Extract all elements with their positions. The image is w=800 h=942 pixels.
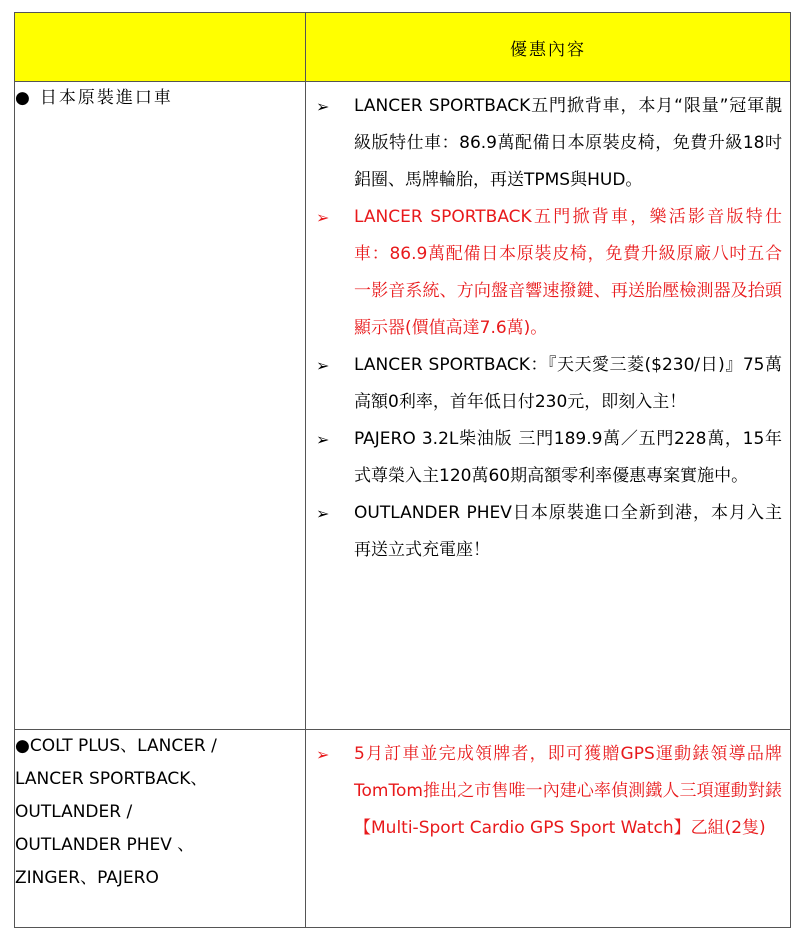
arrow-bullet-icon: ➢ — [316, 504, 330, 523]
offer-item — [316, 199, 782, 347]
table-row — [15, 82, 791, 730]
model-line: LANCER SPORTBACK、 — [15, 769, 208, 789]
table-row — [15, 730, 791, 928]
promotion-table — [14, 12, 791, 928]
arrow-bullet-icon: ➢ — [316, 97, 330, 116]
model-line: OUTLANDER / — [15, 802, 133, 822]
header-offer-cell — [306, 13, 791, 82]
offer-text: PAJERO 3.2L柴油版 三門189.9萬／五門228萬，15年式尊榮入主120萬60期高額零利率優惠專案實施中。 — [354, 429, 782, 486]
arrow-bullet-icon: ➢ — [316, 745, 330, 764]
offer-list — [306, 82, 790, 569]
model-line: ●COLT PLUS、LANCER / — [15, 736, 217, 756]
header-offer-label: 優惠內容 — [510, 39, 586, 60]
offer-item — [316, 421, 782, 495]
header-model-cell — [15, 13, 306, 82]
offer-item — [316, 88, 782, 199]
offer-item — [316, 495, 782, 569]
offer-text: LANCER SPORTBACK五門掀背車，本月“限量”冠軍靚級版特仕車：86.9萬配備日本原裝皮椅，免費升級18吋鋁圈、馬牌輪胎，再送TPMS與HUD。 — [354, 96, 782, 190]
offer-cell — [306, 730, 791, 928]
offer-item — [316, 736, 782, 847]
offer-text: 5月訂車並完成領牌者，即可獲贈GPS運動錶領導品牌TomTom推出之市售唯一內建心率偵測鐵人三項運動對錶【Multi-Sport Cardio GPS Sport Watch】乙組(2隻) — [354, 744, 782, 838]
bullet-icon: ● — [15, 88, 32, 108]
model-cell — [15, 82, 306, 730]
offer-text: LANCER SPORTBACK：『天天愛三菱($230/日)』75萬高額0利率，首年低日付230元，即刻入主！ — [354, 355, 782, 412]
table-header-row — [15, 13, 791, 82]
model-line: ZINGER、PAJERO — [15, 868, 159, 888]
model-line: OUTLANDER PHEV 、 — [15, 835, 195, 855]
model-cell — [15, 730, 306, 928]
arrow-bullet-icon: ➢ — [316, 430, 330, 449]
offer-cell — [306, 82, 791, 730]
offer-item — [316, 347, 782, 421]
arrow-bullet-icon: ➢ — [316, 356, 330, 375]
offer-text: LANCER SPORTBACK五門掀背車，樂活影音版特仕車：86.9萬配備日本原裝皮椅，免費升級原廠八吋五合一影音系統、方向盤音響速撥鍵、再送胎壓檢測器及抬頭顯示器(價值高達7.6萬)。 — [354, 207, 782, 338]
arrow-bullet-icon: ➢ — [316, 208, 330, 227]
offer-text: OUTLANDER PHEV日本原裝進口全新到港，本月入主再送立式充電座！ — [354, 503, 782, 560]
model-text: 日本原裝進口車 — [39, 88, 173, 108]
offer-list — [306, 730, 790, 847]
